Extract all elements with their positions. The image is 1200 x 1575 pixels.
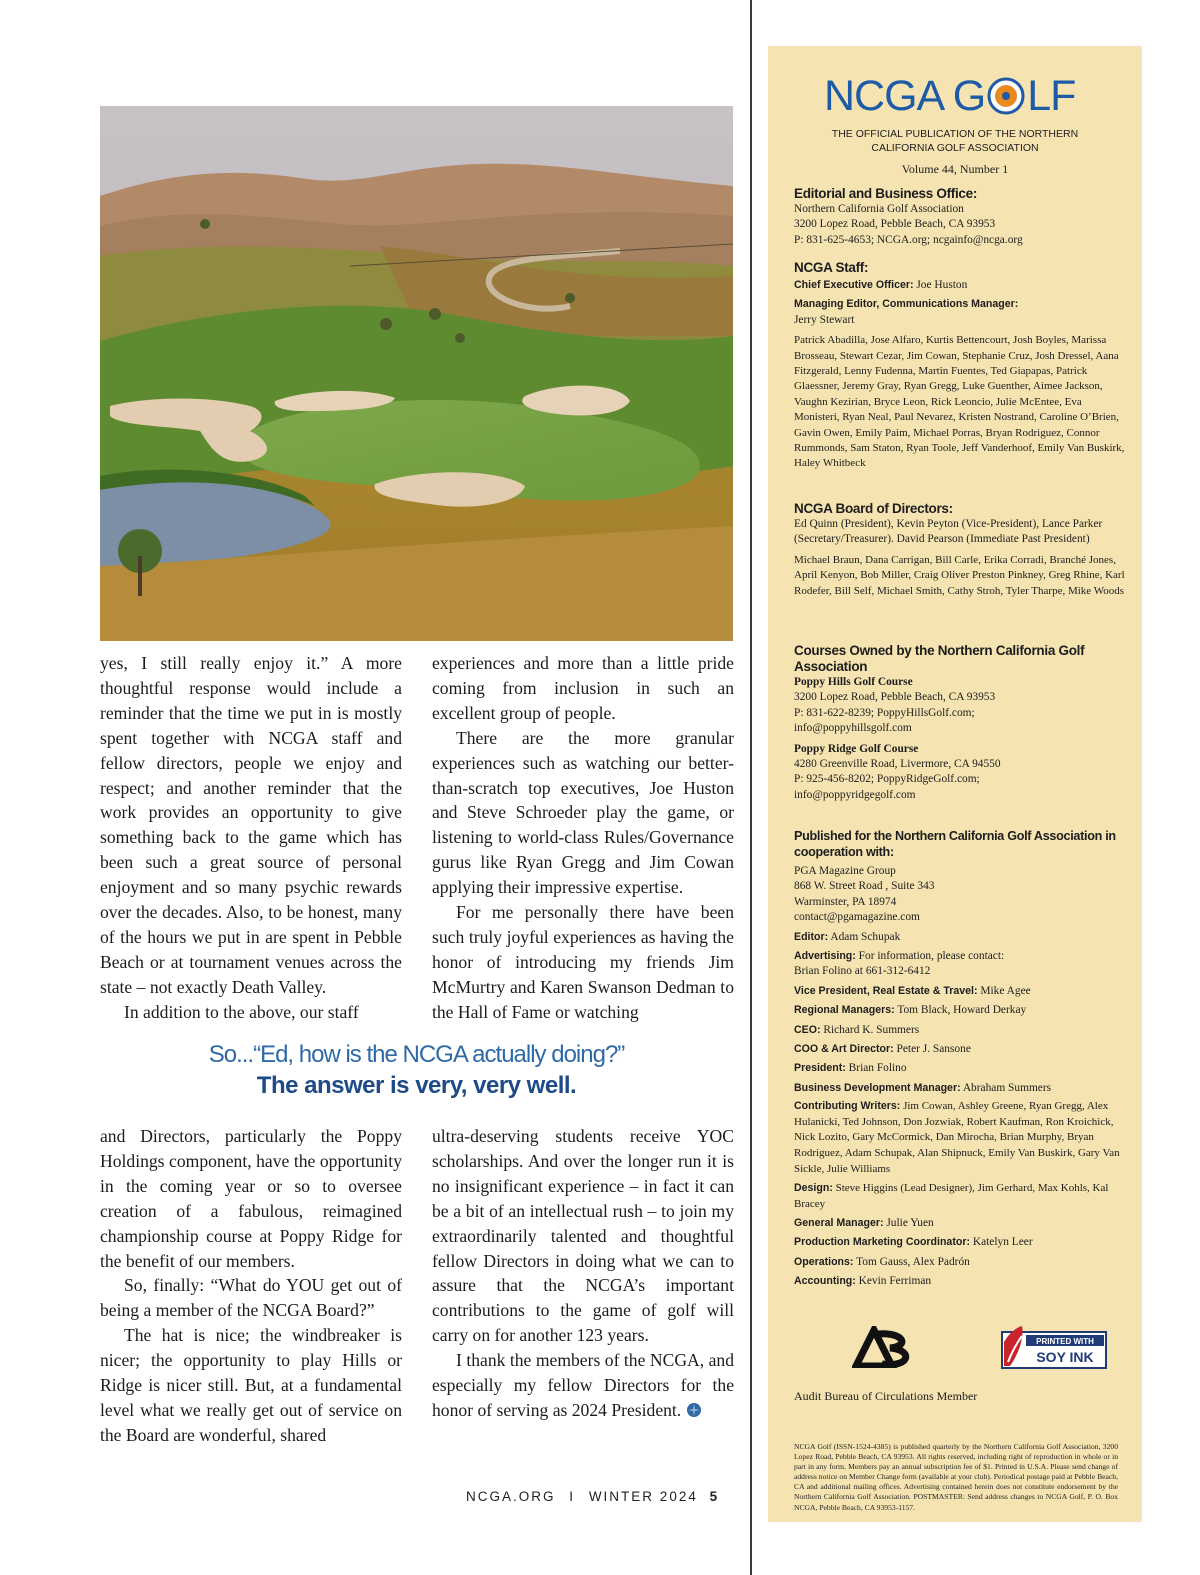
- text-line: P: 925-456-8202; PoppyRidgeGolf.com;: [794, 773, 980, 786]
- soy-line-2: SOY INK: [1036, 1349, 1094, 1365]
- text-line: Warminster, PA 18974: [794, 895, 897, 908]
- role-name: Jim Cowan, Ashley Greene, Ryan Gregg, Alex Hulanicki, Ted Johnson, Don Jozwiak, Robert Kaufman, Ron Kroichick, Nick Lozito, Gary McCormick, Dan Mirocha, Brian Murphy, Bryan Rodriguez, Adam Schupak, Alan Shipnuck, Emily Van Buskirk, Gary Van Sickle, Julie Williams: [794, 1100, 1120, 1175]
- role-name: Tom Gauss, Alex Padrón: [856, 1255, 970, 1268]
- golf-course-photo: [100, 106, 733, 641]
- text-line: 3200 Lopez Road, Pebble Beach, CA 93953: [794, 691, 996, 704]
- paragraph: and Directors, particularly the Poppy Holdings component, have the opportunity in the coming year or so to oversee creation of a fabulous, reimagined championship course at Poppy Ridge for the benefit of our members.: [100, 1126, 402, 1271]
- role-name: For information, please contact:: [858, 950, 1005, 963]
- paragraph: So, finally: “What do YOU get out of being a member of the NCGA Board?”: [100, 1275, 402, 1321]
- text-line: 4280 Greenville Road, Livermore, CA 94550: [794, 758, 1001, 771]
- section-heading: NCGA Staff:: [794, 260, 869, 275]
- role-label: Design:: [794, 1182, 833, 1195]
- pull-quote: [100, 1040, 733, 1102]
- poppy-golf-ball-icon: [986, 76, 1026, 116]
- abc-audit-logo-icon: [852, 1326, 914, 1368]
- role-name: Jerry Stewart: [794, 313, 855, 326]
- paragraph: There are the more granular experiences such as watching our better-than-scratch top executives, Joe Huston and Steve Schroeder play the game, or listening to world-class Rules/Governance gurus like Ryan Gregg and Jim Cowan applying their impressive expertise.: [432, 727, 734, 898]
- footer-issue: WINTER 2024: [588, 1489, 698, 1504]
- pull-quote-question: So...“Ed, how is the NCGA actually doing?”: [208, 1041, 625, 1068]
- text-line: P: 831-622-8239; PoppyHillsGolf.com;: [794, 706, 975, 719]
- paragraph-last: [432, 1348, 734, 1423]
- pull-quote-answer: The answer is very, very well.: [256, 1072, 577, 1099]
- legal-notice: NCGA Golf (ISSN-1524-4385) is published quarterly by the Northern California Golf Association, 3200 Lopez Road, Pebble Beach, CA 93953. All rights reserved, including right of reproduction in whole or in part in any form. Members pay an annual subscription fee of $1. Printed in U.S.A. Please send change of address notice on Member Change form (available at your club). Periodical postage paid at Pebble Beach, CA and additional mailing offices. Advertising contained herein does not constitute endorsement by the Northern California Golf Association. POSTMASTER: Send address changes to NCGA Golf, P. O. Box NCGA, Pebble Beach, CA 93953-1157.: [794, 1442, 1118, 1512]
- article-column-2: [432, 651, 734, 1025]
- footer-site: NCGA.ORG: [466, 1489, 556, 1504]
- role-label: Editor:: [794, 930, 829, 943]
- role-label: Regional Managers:: [794, 1004, 895, 1017]
- footer-separator: I: [569, 1489, 576, 1504]
- role-name: Richard K. Summers: [823, 1023, 920, 1036]
- board-block: [794, 501, 1128, 599]
- editorial-office-block: [794, 186, 1128, 248]
- section-heading: Editorial and Business Office:: [794, 186, 978, 201]
- text-line: 868 W. Street Road , Suite 343: [794, 880, 935, 893]
- poppy-end-mark-icon: [686, 1402, 702, 1418]
- text-line: Northern California Golf Association: [794, 203, 964, 215]
- role-name: Adam Schupak: [830, 930, 901, 943]
- role-label: Managing Editor, Communications Manager:: [794, 298, 1019, 311]
- role-label: CEO:: [794, 1023, 821, 1036]
- text-line: info@poppyhillsgolf.com: [794, 722, 912, 735]
- role-label: Business Development Manager:: [794, 1081, 961, 1094]
- soy-ink-logo-icon: [1000, 1322, 1108, 1372]
- role-label: Accounting:: [794, 1275, 856, 1288]
- board-officers: Ed Quinn (President), Kevin Peyton (Vice-President), Lance Parker (Secretary/Treasurer). David Pearson (Immediate Past President): [794, 518, 1103, 546]
- role-label: President:: [794, 1062, 846, 1075]
- paragraph: experiences and more than a little pride coming from inclusion in such an excellent group of people.: [432, 653, 734, 723]
- paragraph: For me personally there have been such truly joyful experiences as having the honor of introducing my friends Jim McMurtry and Karen Swanson Dedman to the Hall of Fame or watching: [432, 902, 734, 1022]
- page-number: 5: [709, 1489, 718, 1504]
- staff-block: [794, 260, 1128, 472]
- course-name: Poppy Hills Golf Course: [794, 676, 913, 688]
- article-column-3: [100, 1124, 402, 1448]
- text-line: 3200 Lopez Road, Pebble Beach, CA 93953: [794, 218, 996, 231]
- role-name: Julie Yuen: [886, 1217, 934, 1230]
- paragraph: yes, I still really enjoy it.” A more thoughtful response would include a reminder that the time we put in is mostly spent together with NCGA staff and fellow directors, people we enjoy and respect; and another reminder that the work provides an opportunity to give something back to the game which has been such a great source of personal enjoyment and so many psychic rewards over the decades. Also, to be honest, many of the hours we put in are spent in Pebble Beach or at tournament venues across the state – not exactly Death Valley.: [100, 653, 402, 997]
- paragraph: In addition to the above, our staff: [124, 1001, 359, 1022]
- text-line: contact@pgamagazine.com: [794, 911, 920, 924]
- text-line: info@poppyridgegolf.com: [794, 788, 916, 801]
- section-heading: Courses Owned by the Northern California Golf Association: [794, 643, 1085, 674]
- role-label: Operations:: [794, 1255, 854, 1268]
- section-heading: Published for the Northern California Golf Association in cooperation with:: [794, 829, 1116, 859]
- ncga-golf-logo: [824, 72, 1075, 120]
- role-name: Peter J. Sansone: [896, 1043, 971, 1056]
- role-name: Abraham Summers: [962, 1081, 1052, 1094]
- section-heading: NCGA Board of Directors:: [794, 501, 953, 516]
- role-name: Kevin Ferriman: [858, 1275, 932, 1288]
- role-name: Steve Higgins (Lead Designer), Jim Gerhard, Max Kohls, Kal Bracey: [794, 1182, 1109, 1210]
- role-name: Brian Folino: [848, 1062, 907, 1075]
- staff-list: Patrick Abadilla, Jose Alfaro, Kurtis Bettencourt, Josh Boyles, Marissa Brosseau, Stewart Cezar, Jim Cowan, Stephanie Cruz, Josh Dressel, Aana Fitzgerald, Lenny Fudenna, Martin Fuentes, Ted Giapapas, Patrick Glaessner, Jeremy Gray, Ryan Gregg, Luke Guenther, Aimee Jackson, Vaughn Kezirian, Bryce Leon, Rick Leoncio, Julie McEntee, Eva Monisteri, Ryan Neal, Paul Nevarez, Kristen Nostrand, Caroline O’Brien, Gavin Owen, Emily Paim, Michael Porras, Bryan Rodriguez, Connor Rummonds, Sam Staton, Ryan Toole, Jeff Vanderhoof, Emily Van Buskirk, Haley Whitbeck: [794, 334, 1125, 470]
- paragraph: ultra-deserving students receive YOC scholarships. And over the longer run it is no insignificant experience – in fact it can be a bit of an intellectual rush – to join my extraordinarily talented and thoughtful fellow Directors in doing what we can to assure that the NCGA’s important contributions to the game of golf will carry on for another 123 years.: [432, 1126, 734, 1346]
- board-members: Michael Braun, Dana Carrigan, Bill Carle, Erika Corradi, Branché Jones, April Kenyon, Bob Miller, Craig Oliver Preston Pinkney, Greg Rhine, Karl Rodefer, Bill Self, Michael Smith, Cathy Stroh, Tyler Tharpe, Mike Woods: [794, 553, 1125, 597]
- paragraph: The hat is nice; the windbreaker is nicer; the opportunity to play Hills or Ridge is nicer still. But, at a fundamental level what we really get out of service on the Board are wonderful, shared: [100, 1325, 402, 1445]
- role-name: Joe Huston: [916, 279, 968, 291]
- masthead-panel: [768, 46, 1142, 1522]
- role-name: Mike Agee: [980, 984, 1031, 997]
- article-column-4: [432, 1124, 734, 1423]
- page-divider: [750, 0, 752, 1575]
- courses-block: [794, 643, 1128, 803]
- role-label: Contributing Writers:: [794, 1100, 901, 1113]
- role-label: COO & Art Director:: [794, 1043, 894, 1056]
- publisher-block: [794, 828, 1128, 1290]
- role-label: Vice President, Real Estate & Travel:: [794, 984, 978, 997]
- course-name: Poppy Ridge Golf Course: [794, 742, 919, 755]
- volume-number: Volume 44, Number 1: [901, 162, 1009, 176]
- role-label: General Manager:: [794, 1217, 884, 1230]
- logo-text-left: NCGA G: [824, 71, 986, 120]
- role-name: Brian Folino at 661-312-6412: [794, 965, 931, 978]
- role-label: Chief Executive Officer:: [794, 279, 914, 291]
- paragraph: I thank the members of the NCGA, and especially my fellow Directors for the honor of serving as 2024 President.: [432, 1350, 734, 1420]
- text-line: PGA Magazine Group: [794, 865, 896, 877]
- article-column-1: [100, 651, 402, 1025]
- publication-line-1: THE OFFICIAL PUBLICATION OF THE NORTHERN: [831, 128, 1079, 140]
- text-line: P: 831-625-4653; NCGA.org; ncgainfo@ncga.org: [794, 233, 1023, 246]
- soy-line-1: PRINTED WITH: [1036, 1337, 1094, 1346]
- publication-line-2: CALIFORNIA GOLF ASSOCIATION: [871, 142, 1039, 154]
- role-label: Production Marketing Coordinator:: [794, 1236, 970, 1249]
- abc-member-text: Audit Bureau of Circulations Member: [794, 1389, 978, 1403]
- role-name: Katelyn Leer: [972, 1236, 1033, 1249]
- logo-text-right: LF: [1027, 71, 1076, 120]
- page-footer: [466, 1489, 717, 1504]
- role-label: Advertising:: [794, 950, 856, 963]
- role-name: Tom Black, Howard Derkay: [897, 1004, 1027, 1017]
